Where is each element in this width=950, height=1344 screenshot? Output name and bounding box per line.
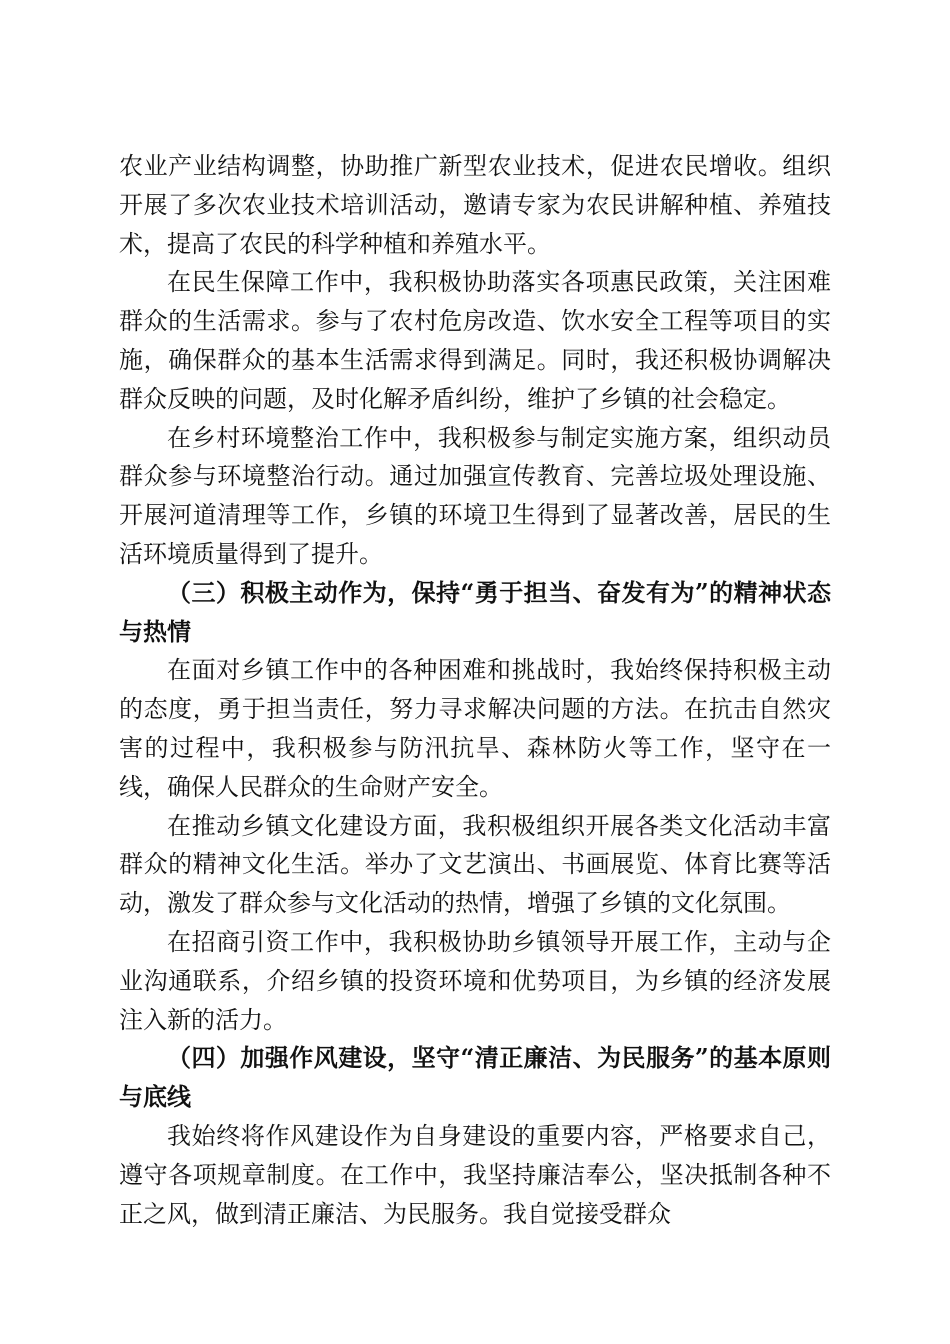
paragraph-environment: 在乡村环境整治工作中，我积极参与制定实施方案，组织动员群众参与环境整治行动。通过加强宣传教育、完善垃圾处理设施、开展河道清理等工作，乡镇的环境卫生得到了显著改善，居民的生活环境质量得到了提升。	[119, 423, 831, 568]
paragraph-agriculture: 农业产业结构调整，协助推广新型农业技术，促进农民增收。组织开展了多次农业技术培训活动，邀请专家为农民讲解种植、养殖技术，提高了农民的科学种植和养殖水平。	[119, 152, 831, 258]
paragraph-culture: 在推动乡镇文化建设方面，我积极组织开展各类文化活动丰富群众的精神文化生活。举办了文艺演出、书画展览、体育比赛等活动，激发了群众参与文化活动的热情，增强了乡镇的文化氛围。	[119, 811, 831, 918]
document-page	[119, 147, 831, 1233]
section-heading-4: （四）加强作风建设，坚守“清正廉洁、为民服务”的基本原则与底线	[119, 1043, 831, 1112]
paragraph-livelihood: 在民生保障工作中，我积极协助落实各项惠民政策，关注困难群众的生活需求。参与了农村危房改造、饮水安全工程等项目的实施，确保群众的基本生活需求得到满足。同时，我还积极协调解决群众反映的问题，及时化解矛盾纠纷，维护了乡镇的社会稳定。	[119, 268, 831, 413]
paragraph-challenges: 在面对乡镇工作中的各种困难和挑战时，我始终保持积极主动的态度，勇于担当责任，努力寻求解决问题的方法。在抗击自然灾害的过程中，我积极参与防汛抗旱、森林防火等工作，坚守在一线，确保人民群众的生命财产安全。	[119, 656, 831, 801]
paragraph-conduct: 我始终将作风建设作为自身建设的重要内容，严格要求自己，遵守各项规章制度。在工作中，我坚持廉洁奉公，坚决抵制各种不正之风，做到清正廉洁、为民服务。我自觉接受群众	[119, 1121, 831, 1228]
paragraph-investment: 在招商引资工作中，我积极协助乡镇领导开展工作，主动与企业沟通联系，介绍乡镇的投资环境和优势项目，为乡镇的经济发展注入新的活力。	[119, 927, 831, 1034]
section-heading-3: （三）积极主动作为，保持“勇于担当、奋发有为”的精神状态与热情	[119, 577, 831, 646]
